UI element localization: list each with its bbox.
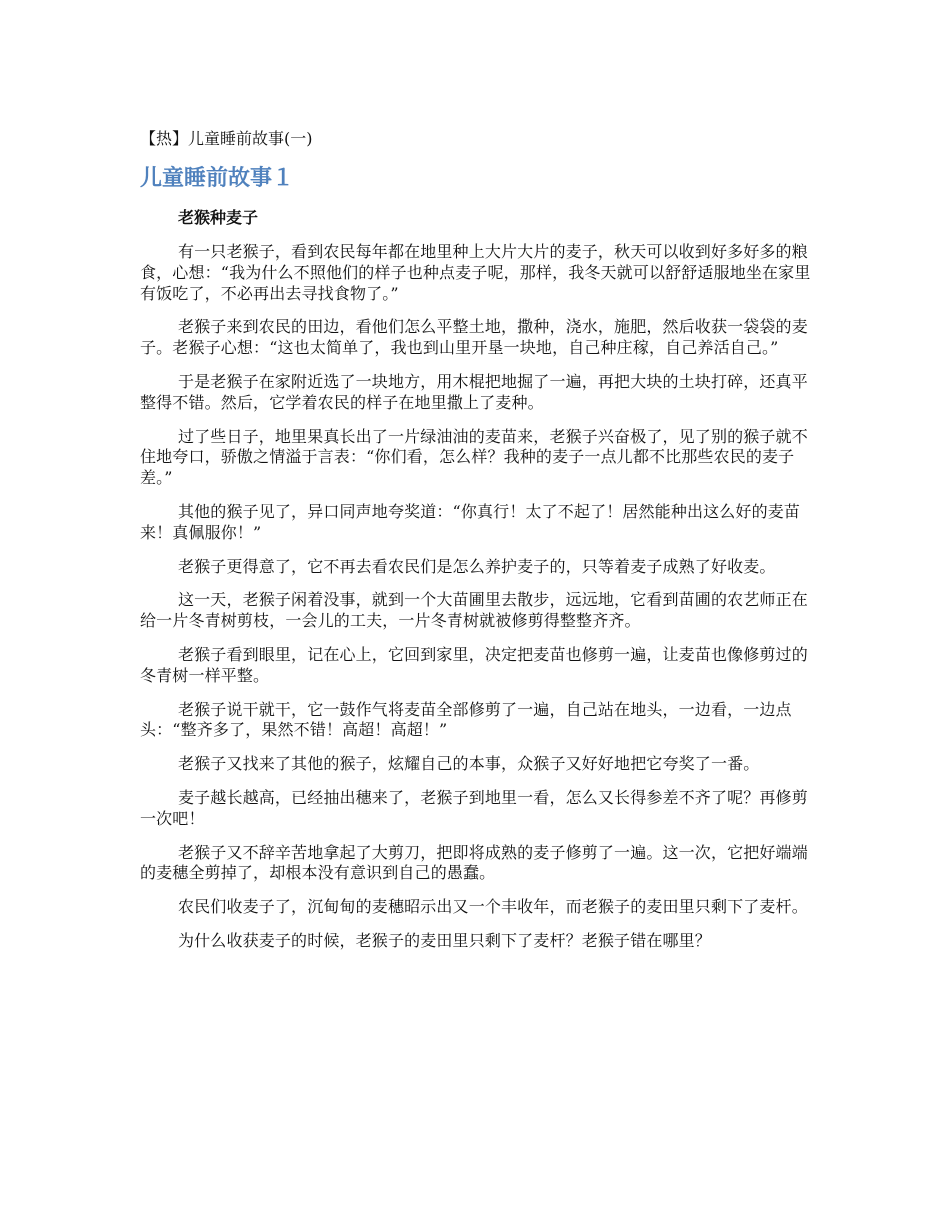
paragraph-3: 于是老猴子在家附近选了一块地方，用木棍把地掘了一遍，再把大块的土块打碎，还真平整得不错。然后，它学着农民的样子在地里撒上了麦种。 [140, 371, 808, 412]
document-page [140, 128, 812, 952]
document-header: 【热】儿童睡前故事(一) [140, 129, 313, 148]
paragraph-9: 老猴子说干就干，它一鼓作气将麦苗全部修剪了一遍，自己站在地头，一边看，一边点头：“整齐多了，果然不错！高超！高超！” [140, 699, 792, 740]
paragraph-11: 麦子越长越高，已经抽出穗来了，老猴子到地里一看，怎么又长得参差不齐了呢？再修剪一次吧！ [140, 787, 808, 828]
paragraph-12: 老猴子又不辞辛苦地拿起了大剪刀，把即将成熟的麦子修剪了一遍。这一次，它把好端端的麦穗全剪掉了，却根本没有意识到自己的愚蠢。 [140, 842, 808, 883]
paragraph-5: 其他的猴子见了，异口同声地夸奖道：“你真行！太了不起了！居然能种出这么好的麦苗来！真佩服你！” [140, 501, 801, 542]
paragraph-14: 为什么收获麦子的时候，老猴子的麦田里只剩下了麦杆？老猴子错在哪里？ [178, 930, 711, 950]
paragraph-10: 老猴子又找来了其他的猴子，炫耀自己的本事，众猴子又好好地把它夸奖了一番。 [178, 754, 760, 774]
paragraph-6: 老猴子更得意了，它不再去看农民们是怎么养护麦子的，只等着麦子成熟了好收麦。 [178, 556, 776, 576]
paragraph-13: 农民们收麦子了，沉甸甸的麦穗昭示出又一个丰收年，而老猴子的麦田里只剩下了麦杆。 [178, 897, 808, 917]
paragraph-2: 老猴子来到农民的田边，看他们怎么平整土地，撒种，浇水，施肥，然后收获一袋袋的麦子。老猴子心想：“这也太简单了，我也到山里开垦一块地，自己种庄稼，自己养活自己。” [140, 317, 808, 358]
story-title: 老猴种麦子 [178, 208, 259, 227]
document-title: 儿童睡前故事１ [140, 166, 295, 191]
paragraph-7: 这一天，老猴子闲着没事，就到一个大苗圃里去散步，远远地，它看到苗圃的农艺师正在给一片冬青树剪枝，一会儿的工夫，一片冬青树就被修剪得整整齐齐。 [140, 590, 808, 631]
paragraph-1: 有一只老猴子，看到农民每年都在地里种上大片大片的麦子，秋天可以收到好多好多的粮食，心想：“我为什么不照他们的样子也种点麦子呢，那样，我冬天就可以舒舒适服地坐在家里有饭吃了，不必再出去寻找食物了。” [140, 242, 811, 303]
paragraph-8: 老猴子看到眼里，记在心上，它回到家里，决定把麦苗也修剪一遍，让麦苗也像修剪过的冬青树一样平整。 [140, 644, 808, 685]
paragraph-4: 过了些日子，地里果真长出了一片绿油油的麦苗来，老猴子兴奋极了，见了别的猴子就不住地夸口，骄傲之情溢于言表：“你们看，怎么样？我种的麦子一点儿都不比那些农民的麦子差。” [140, 426, 808, 488]
